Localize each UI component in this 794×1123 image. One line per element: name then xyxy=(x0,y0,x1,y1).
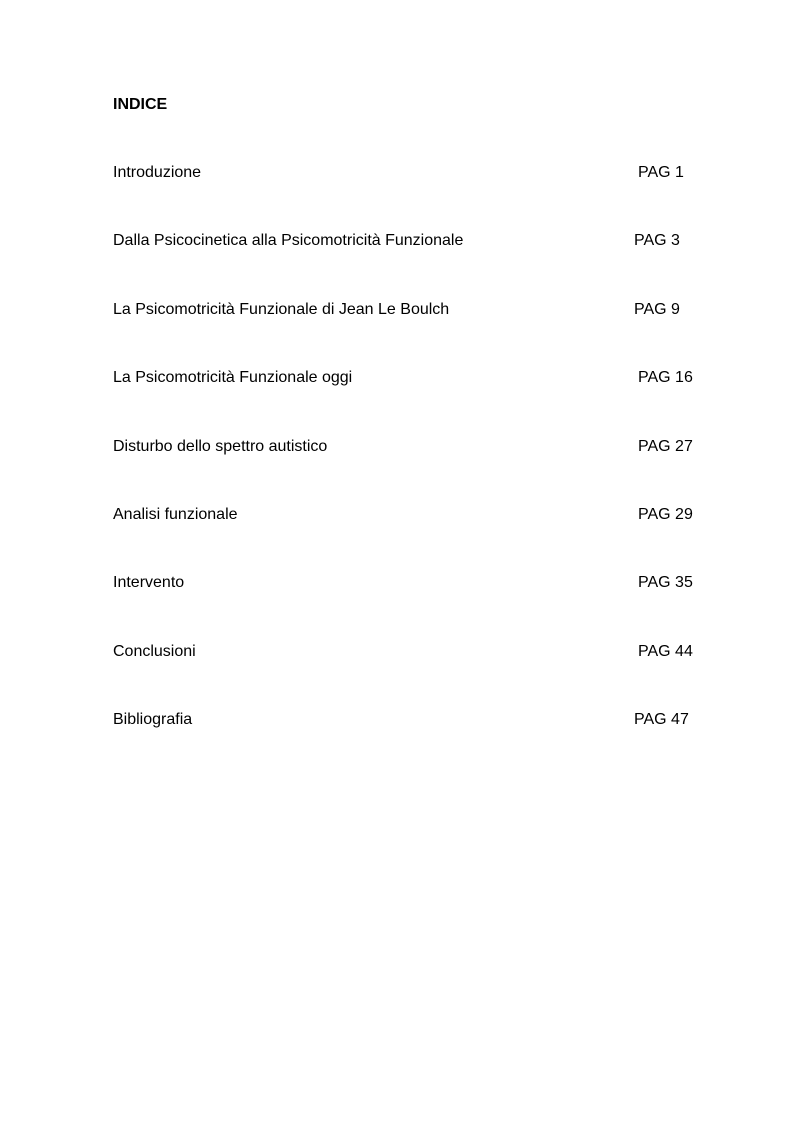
toc-entry-page: PAG 1 xyxy=(638,164,684,181)
toc-entry-page: PAG 27 xyxy=(638,437,693,455)
toc-entry-title: Bibliografia xyxy=(113,711,193,729)
toc-entry-title: Conclusioni xyxy=(113,642,196,660)
toc-entry-title: Analisi funzionale xyxy=(113,505,238,523)
toc-entry xyxy=(113,164,713,232)
toc-entry xyxy=(113,711,713,779)
toc-entry-page: PAG 35 xyxy=(638,574,693,592)
toc-entry xyxy=(113,506,713,574)
toc-entry xyxy=(113,574,713,642)
index-heading: INDICE xyxy=(113,96,168,113)
table-of-contents xyxy=(113,164,713,780)
toc-entry xyxy=(113,369,713,437)
toc-entry-title: La Psicomotricità Funzionale di Jean Le Boulch xyxy=(113,300,450,318)
toc-entry-page: PAG 16 xyxy=(638,369,693,387)
toc-entry-title: Disturbo dello spettro autistico xyxy=(113,437,328,455)
toc-entry xyxy=(113,643,713,711)
toc-entry-title: La Psicomotricità Funzionale oggi xyxy=(113,369,353,387)
toc-entry-title: Intervento xyxy=(113,574,185,592)
toc-entry-title: Introduzione xyxy=(113,164,202,181)
toc-entry-page: PAG 9 xyxy=(634,300,680,318)
toc-entry-page: PAG 3 xyxy=(634,232,680,250)
toc-entry xyxy=(113,301,713,369)
toc-entry-page: PAG 47 xyxy=(634,711,689,729)
toc-entry xyxy=(113,438,713,506)
toc-entry-page: PAG 29 xyxy=(638,505,693,523)
toc-entry xyxy=(113,232,713,300)
toc-entry-title: Dalla Psicocinetica alla Psicomotricità Funzionale xyxy=(113,232,464,250)
toc-entry-page: PAG 44 xyxy=(638,642,693,660)
